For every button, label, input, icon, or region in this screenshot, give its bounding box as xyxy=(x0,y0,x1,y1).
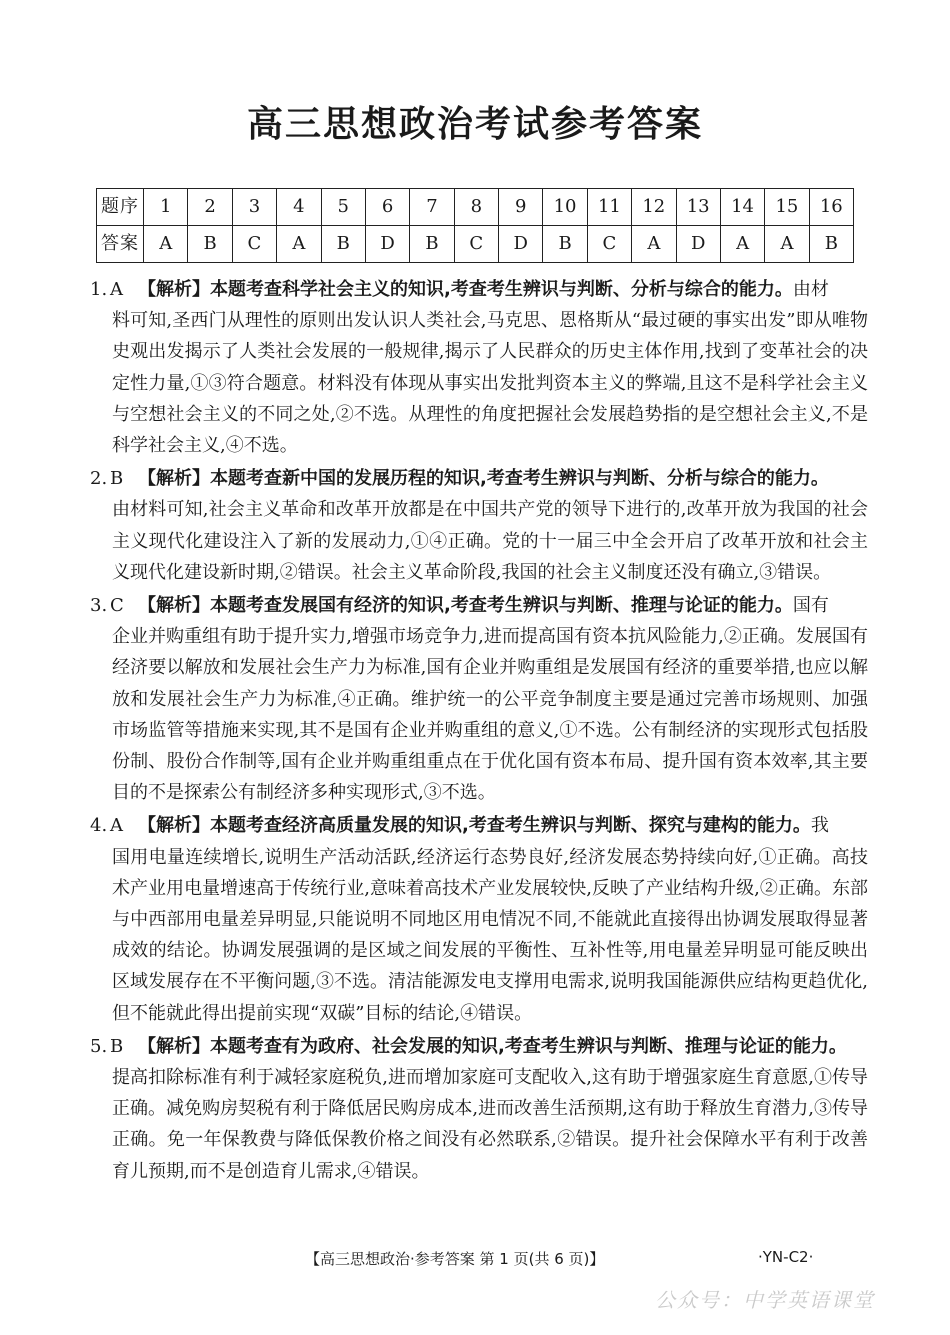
analysis-body: 企业并购重组有助于提升实力,增强市场竞争力,进而提高国有资本抗风险能力,②正确。发展国有经济要以解放和发展社会生产力为标准,国有企业并购重组是发展国有经济的重要举措,也应以解放和发展社会生产力为标准,④正确。维护统一的公平竞争制度主要是通过完善市场规则、加强市场监管等措施来实现,其不是国有企业并购重组的意义,①不选。公有制经济的实现形式包括股份制、股份合作制等,国有企业并购重组重点在于优化国有资本布局、提升国有资本效率,其主要目的不是探索公有制经济多种实现形式,③不选。 xyxy=(112,626,868,804)
explanation-item xyxy=(90,274,868,461)
analysis-tag: 【解析】 xyxy=(138,279,210,300)
item-answer: B xyxy=(110,468,124,490)
item-answer: A xyxy=(110,815,123,837)
table-cell-answer: D xyxy=(365,226,409,263)
item-number: 5. xyxy=(90,1035,108,1057)
table-cell-answer: A xyxy=(765,226,809,263)
table-cell-answer: A xyxy=(632,226,676,263)
table-cell-number: 10 xyxy=(543,189,587,226)
analysis-body: 料可知,圣西门从理性的原则出发认识人类社会,马克思、恩格斯从“最过硬的事实出发”即从唯物史观出发揭示了人类社会发展的一般规律,揭示了人民群众的历史主体作用,找到了变革社会的决定性力量,①③符合题意。材料没有体现从事实出发批判资本主义的弊端,且这不是科学社会主义与空想社会主义的不同之处,②不选。从理性的角度把握社会发展趋势指的是空想社会主义,不是科学社会主义,④不选。 xyxy=(112,310,868,457)
table-cell-number: 8 xyxy=(454,189,498,226)
item-number: 1. xyxy=(90,279,108,300)
first-line-tail: 我 xyxy=(810,815,829,837)
item-number: 2. xyxy=(90,468,108,490)
table-row-answers xyxy=(97,226,854,263)
table-cell-answer: B xyxy=(188,226,232,263)
table-cell-answer: B xyxy=(321,226,365,263)
table-cell-number: 14 xyxy=(720,189,764,226)
explanation-first-line xyxy=(90,463,868,494)
table-cell-answer: D xyxy=(499,226,543,263)
first-line-tail: 由材 xyxy=(792,279,829,300)
watermark: 公众号：中学英语课堂 xyxy=(655,1288,875,1312)
row-label-answer: 答案 xyxy=(97,226,144,263)
explanation-item xyxy=(90,463,868,588)
table-cell-number: 7 xyxy=(410,189,454,226)
table-cell-answer: B xyxy=(543,226,587,263)
table-cell-number: 4 xyxy=(277,189,321,226)
table-cell-answer: C xyxy=(587,226,631,263)
table-cell-number: 15 xyxy=(765,189,809,226)
footer-code: ·YN-C2· xyxy=(758,1248,814,1266)
explanation-first-line xyxy=(90,274,868,305)
table-cell-number: 9 xyxy=(499,189,543,226)
table-cell-answer: C xyxy=(232,226,276,263)
analysis-body: 国用电量连续增长,说明生产活动活跃,经济运行态势良好,经济发展态势持续向好,①正确。高技术产业用电量增速高于传统行业,意味着高技术产业发展较快,反映了产业结构升级,②正确。东部与中西部用电量差异明显,只能说明不同地区用电情况不同,不能就此直接得出协调发展取得显著成效的结论。协调发展强调的是区域之间发展的平衡性、互补性等,用电量差异明显可能反映出区域发展存在不平衡问题,③不选。清洁能源发电支撑用电需求,说明我国能源供应结构更趋优化,但不能就此得出提前实现“双碳”目标的结论,④错误。 xyxy=(112,846,868,1024)
table-cell-answer: D xyxy=(676,226,720,263)
table-cell-number: 11 xyxy=(587,189,631,226)
explanation-first-line xyxy=(90,1031,868,1062)
table-cell-answer: C xyxy=(454,226,498,263)
analysis-tag: 【解析】 xyxy=(138,468,210,490)
table-cell-answer: B xyxy=(410,226,454,263)
analysis-lead: 本题考查新中国的发展历程的知识,考查考生辨识与判断、分析与综合的能力。 xyxy=(210,468,829,490)
table-cell-number: 16 xyxy=(809,189,853,226)
analysis-tag: 【解析】 xyxy=(138,1035,210,1057)
explanation-item xyxy=(90,590,868,808)
page-title: 高三思想政治考试参考答案 xyxy=(246,104,703,145)
table-cell-answer: A xyxy=(720,226,764,263)
explanation-item xyxy=(90,1031,868,1187)
explanation-item xyxy=(90,810,868,1028)
analysis-body: 由材料可知,社会主义革命和改革开放都是在中国共产党的领导下进行的,改革开放为我国的社会主义现代化建设注入了新的发展动力,①④正确。党的十一届三中全会开启了改革开放和社会主义现代化建设新时期,②错误。社会主义革命阶段,我国的社会主义制度还没有确立,③错误。 xyxy=(112,499,868,583)
table-row-numbers xyxy=(97,189,854,226)
analysis-tag: 【解析】 xyxy=(138,595,210,617)
analysis-lead: 本题考查科学社会主义的知识,考查考生辨识与判断、分析与综合的能力。 xyxy=(210,279,793,300)
table-cell-number: 5 xyxy=(321,189,365,226)
table-cell-number: 2 xyxy=(188,189,232,226)
table-cell-number: 6 xyxy=(365,189,409,226)
item-number: 4. xyxy=(90,815,108,837)
first-line-tail: 国有 xyxy=(792,595,829,617)
footer-page-info: 【高三思想政治·参考答案 第 1 页(共 6 页)】 xyxy=(305,1250,605,1268)
table-cell-number: 3 xyxy=(232,189,276,226)
explanation-list xyxy=(90,274,868,1189)
table-cell-answer: A xyxy=(277,226,321,263)
table-cell-number: 1 xyxy=(144,189,188,226)
row-label-number: 题序 xyxy=(97,189,144,226)
item-answer: A xyxy=(110,279,123,300)
table-cell-answer: B xyxy=(809,226,853,263)
table-cell-answer: A xyxy=(144,226,188,263)
table-cell-number: 12 xyxy=(632,189,676,226)
analysis-lead: 本题考查发展国有经济的知识,考查考生辨识与判断、推理与论证的能力。 xyxy=(210,595,793,617)
item-number: 3. xyxy=(90,595,108,617)
explanation-first-line xyxy=(90,590,868,621)
item-answer: B xyxy=(110,1035,124,1057)
analysis-lead: 本题考查经济高质量发展的知识,考查考生辨识与判断、探究与建构的能力。 xyxy=(210,815,811,837)
table-cell-number: 13 xyxy=(676,189,720,226)
analysis-tag: 【解析】 xyxy=(138,815,210,837)
answer-table xyxy=(96,188,854,263)
analysis-lead: 本题考查有为政府、社会发展的知识,考查考生辨识与判断、推理与论证的能力。 xyxy=(210,1035,847,1057)
explanation-first-line xyxy=(90,810,868,841)
analysis-body: 提高扣除标准有利于减轻家庭税负,进而增加家庭可支配收入,这有助于增强家庭生育意愿,①传导正确。减免购房契税有利于降低居民购房成本,进而改善生活预期,这有助于释放生育潜力,③传导正确。免一年保教费与降低保教价格之间没有必然联系,②错误。提升社会保障水平有利于改善育儿预期,而不是创造育儿需求,④错误。 xyxy=(112,1067,868,1182)
item-answer: C xyxy=(110,595,124,617)
